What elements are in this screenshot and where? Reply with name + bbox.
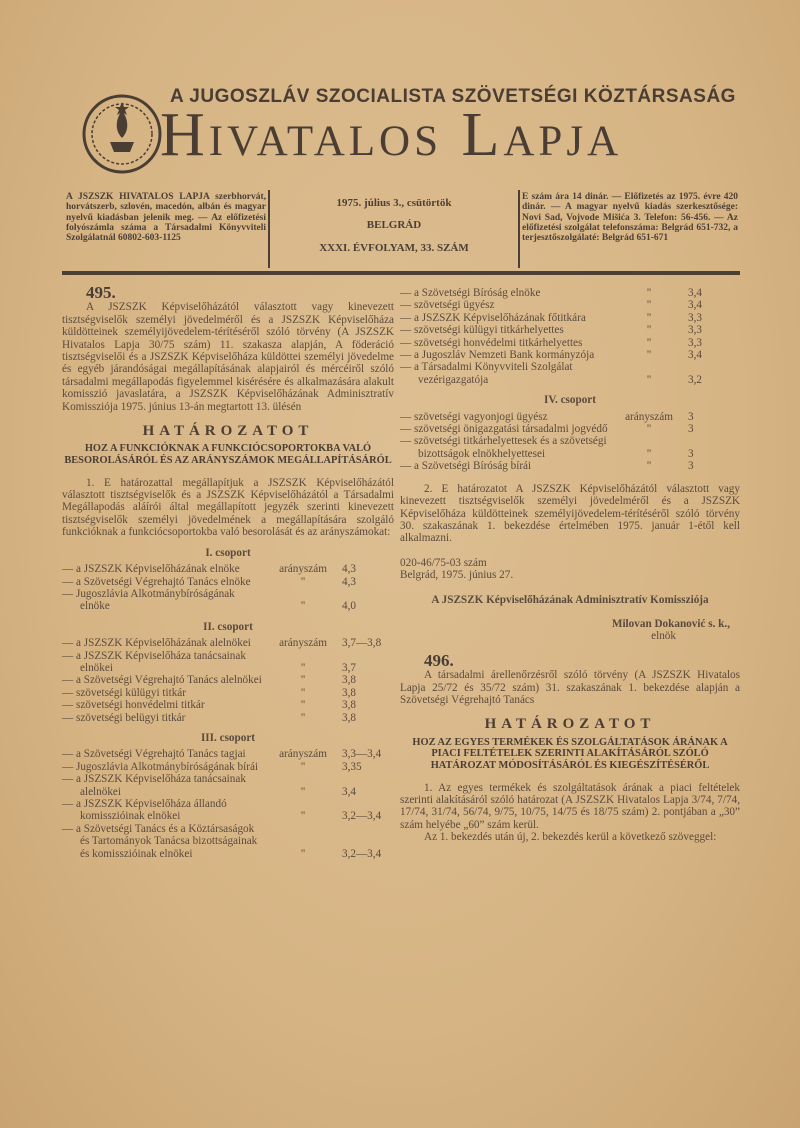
function-name: — Jugoszlávia Alkotmánybíróságának elnöke (62, 587, 235, 613)
ratio-value: 3 (688, 423, 694, 436)
document-paragraph: 2. E határozatot A JSZSZK Képviselőházától választott vagy kinevezett tisztségviselők személyi jövedelméről és a JSZSZK Képviselőháza küldötteinek személyijövedelem-térítéséről szóló törvény 30. szakaszának 1. bekezdése értelmében 1975. január 1-étől kell alkalmazni. (400, 482, 740, 545)
ratio-label: " (300, 785, 306, 798)
ratio-label: " (300, 661, 306, 674)
issue-volume: XXXI. ÉVFOLYAM, 33. SZÁM (319, 241, 469, 254)
function-name: — a Szövetségi Tanács és a Köztársaságok és Tartományok Tanácsa bizottságainak és komisszióinak elnökei (62, 822, 258, 860)
header-price-info: E szám ára 14 dinár. — Előfizetés az 1975. évre 420 dinár. — A magyar nyelvű kiadás szerkesztősége: Novi Sad, Vojvode Mišića 3. Telefon: 56-456. — Az előfizetési szolgálat telefonszáma: Belgrád 651-732, a terjesztőszolgálaté: Belgrád 651-671 (522, 192, 738, 244)
header-rule (62, 271, 740, 275)
ratio-label: arányszám (279, 637, 327, 650)
function-row (62, 563, 394, 575)
function-name: — a JSZSZK Képviselőháza állandó komisszióinak elnökei (62, 798, 227, 823)
ratio-value: 3,4 (688, 349, 702, 362)
signer-role: elnök (651, 630, 676, 643)
function-name: — a Szövetségi Bíróság elnöke (400, 287, 541, 299)
function-name: — a Jugoszláv Nemzeti Bank kormányzója (400, 349, 595, 362)
ratio-label: " (300, 847, 306, 860)
function-row (400, 423, 740, 435)
ratio-label: " (300, 810, 306, 823)
document-subheading: HOZ AZ EGYES TERMÉKEK ÉS SZOLGÁLTATÁSOK ÁRÁNAK A PIACI FELTÉTELEK SZERINTI ALAKÍTÁSÁRÓL SZÓLÓ HATÁROZAT MÓDOSÍTÁSÁRÓL ÉS KIEGÉSZÍTÉSÉRŐL (412, 736, 728, 771)
document-heading: HATÁROZATOT (142, 423, 314, 440)
header-issue-info (272, 192, 516, 268)
issue-city: BELGRÁD (366, 219, 422, 232)
ratio-label: " (646, 447, 652, 460)
function-row (62, 798, 394, 823)
function-row (62, 650, 394, 675)
document-number: 496. (424, 650, 454, 670)
function-name: — a Szövetségi Végrehajtó Tanács alelnökei (62, 674, 262, 687)
ratio-value: 3,7—3,8 (342, 637, 382, 650)
function-name: — a JSZSZK Képviselőházának elnöke (62, 563, 240, 576)
document-paragraph: 1. Az egyes termékek és szolgáltatások árának a piaci feltételek szerinti alakításáról szóló határozat (A JSZSZK Hivatalos Lapja 3/74, 7/74, 17/74, 31/74, 56/74, 9/75, 10/75, 14/75 és 18/75 szám) 2. pontjában a „30” szám helyébe „60” szám kerül. (400, 781, 740, 831)
function-name: — a JSZSZK Képviselőházának főtitkára (400, 311, 586, 324)
ratio-value: 3,3 (688, 336, 702, 349)
masthead-title: Hivatalos Lapja (160, 101, 623, 169)
ratio-value: 3 (688, 460, 694, 473)
function-name: — a JSZSZK Képviselőházának alelnökei (62, 637, 251, 650)
function-name: — szövetségi külügyi titkár (62, 686, 186, 699)
group-title: II. csoport (203, 620, 253, 633)
ratio-label: arányszám (279, 748, 327, 761)
function-row (62, 588, 394, 613)
ratio-value: 3,8 (342, 699, 356, 712)
header-divider (518, 190, 520, 268)
function-row (400, 435, 740, 460)
document-paragraph: Az 1. bekezdés után új, 2. bekezdés kerül a következő szöveggel: (424, 831, 717, 844)
place-date: Belgrád, 1975. június 27. (400, 569, 514, 582)
function-name: — a Szövetségi Végrehajtó Tanács elnöke (62, 575, 251, 588)
ratio-value: 3,3—3,4 (342, 748, 382, 761)
ratio-value: 3,35 (342, 760, 362, 773)
ratio-value: 3,2 (688, 373, 702, 386)
function-row (62, 712, 394, 724)
ratio-value: 3 (688, 447, 694, 460)
ratio-value: 3,8 (342, 674, 356, 687)
ratio-value: 3,7 (342, 661, 356, 674)
ratio-label: " (646, 287, 652, 299)
column-left (62, 283, 394, 860)
ratio-label: " (300, 575, 306, 588)
ratio-value: 3,2—3,4 (342, 847, 382, 860)
function-row (400, 349, 740, 361)
ratio-label: " (646, 423, 652, 436)
function-name: — szövetségi honvédelmi titkárhelyettes (400, 336, 583, 349)
ratio-label: " (646, 324, 652, 337)
function-row (62, 699, 394, 711)
function-row (62, 773, 394, 798)
function-name: — szövetségi titkárhelyettesek és a szövetségi bizottságok elnökhelyettesei (400, 435, 607, 460)
function-row (62, 823, 394, 860)
function-row (400, 287, 740, 299)
ratio-value: 3,4 (342, 785, 356, 798)
function-row (400, 411, 740, 423)
ratio-label: " (646, 460, 652, 473)
ratio-label: " (646, 336, 652, 349)
group-title: IV. csoport (543, 394, 596, 407)
column-right (400, 287, 740, 844)
ratio-label: " (300, 686, 306, 699)
ratio-value: 3,8 (342, 711, 356, 724)
issue-date: 1975. július 3., csütörtök (336, 197, 452, 209)
function-row (62, 637, 394, 649)
function-name: — a JSZSZK Képviselőháza tanácsainak alelnökei (62, 773, 246, 798)
header-publication-info: A JSZSZK HIVATALOS LAPJA szerbhorvát, horvátszerb, szlovén, macedón, albán és magyar nyelvű kiadásban jelenik meg. — Az előfizetési folyószámla száma a Társadalmi Könyvviteli Szolgálatnál 60802-603-1125 (66, 192, 266, 244)
masthead-kicker: A JUGOSZLÁV SZOCIALISTA SZÖVETSÉGI KÖZTÁRSASÁG (170, 86, 736, 107)
ratio-label: " (300, 760, 306, 773)
function-name: — a Társadalmi Könyvviteli Szolgálat vezérigazgatója (400, 361, 573, 386)
function-row (62, 748, 394, 760)
ratio-value: 4,0 (342, 600, 356, 613)
header-divider (268, 190, 270, 268)
ratio-value: 3 (688, 410, 694, 423)
document-number: 495. (86, 283, 116, 302)
document-paragraph: 1. E határozattal megállapítjuk a JSZSZK Képviselőházától választott tisztségviselők és a JSZSZK Képviselőházától a Társadalmi Megállapodás aláírói által megállapított jegyzék szerinti kinevezett tisztségviselők személyi jövedelmének a megállapítására szolgáló funkcióknak a funkciócsoportokba való besorolását és az arányszámokat: (62, 476, 394, 539)
function-row (62, 761, 394, 773)
function-row (400, 312, 740, 324)
ratio-label: arányszám (279, 563, 327, 576)
state-emblem-icon (80, 92, 164, 176)
ratio-value: 3,4 (688, 299, 702, 312)
ratio-value: 3,4 (688, 287, 702, 299)
function-row (400, 460, 740, 472)
ratio-value: 4,3 (342, 563, 356, 576)
ratio-value: 3,2—3,4 (342, 810, 382, 823)
ratio-label: " (646, 349, 652, 362)
reference-number: 020-46/75-03 szám (400, 556, 487, 569)
function-name: — szövetségi külügyi titkárhelyettes (400, 324, 564, 337)
ratio-value: 3,3 (688, 324, 702, 337)
ratio-value: 4,3 (342, 575, 356, 588)
ratio-label: " (300, 699, 306, 712)
ratio-label: " (646, 299, 652, 312)
ratio-value: 3,8 (342, 686, 356, 699)
ratio-label: arányszám (625, 410, 673, 423)
document-intro: A JSZSZK Képviselőházától választott vagy kinevezett tisztségviselők személyi jövedelméről és a JSZSZK Képviselőháza küldötteinek személyijövedelem-térítéséről szóló törvény (A JSZSZK Hivatalos Lapja 30/75 szám) 11. szakasza alapján, A föderáció tisztségviselői és a JSZSZK Képviselőháza küldöttei személyi jövedelme és egyéb járandóságai megállapításának alapjairól és mércéiről szóló társadalmi megállapodás figyelemmel kisérésére és alkalmazására alakult komisszió javaslatára, a JSZSZK Képviselőházának Adminisztratív Komissziója 1975. június 13-án megtartott 13. ülésén (62, 301, 394, 413)
ratio-value: 3,3 (688, 311, 702, 324)
group-title: III. csoport (200, 731, 256, 744)
function-row (62, 687, 394, 699)
ratio-label: " (300, 711, 306, 724)
function-name: — szövetségi honvédelmi titkár (62, 699, 205, 712)
document-subheading: HOZ A FUNKCIÓKNAK A FUNKCIÓCSOPORTOKBA VALÓ BESOROLÁSÁRÓL ÉS AZ ARÁNYSZÁMOK MEGÁLLAPÍTÁSÁRÓL (64, 443, 392, 467)
function-name: — szövetségi önigazgatási társadalmi jogvédő (400, 423, 608, 436)
function-row (62, 576, 394, 588)
function-name: — a Szövetségi Végrehajtó Tanács tagjai (62, 748, 246, 761)
function-row (400, 324, 740, 336)
function-row (62, 674, 394, 686)
function-row (400, 361, 740, 386)
function-name: — szövetségi belügyi titkár (62, 711, 186, 724)
document-intro: A társadalmi árellenőrzésről szóló törvény (A JSZSZK Hivatalos Lapja 25/72 és 35/72 szám) 31. szakaszának 1. bekezdése alapján a Szövetségi Végrehajtó Tanács (400, 669, 740, 706)
function-name: — a Szövetségi Bíróság bírái (400, 460, 532, 473)
group-title: I. csoport (205, 546, 251, 559)
function-row (400, 337, 740, 349)
ratio-label: " (300, 674, 306, 687)
ratio-label: " (646, 311, 652, 324)
issuer: A JSZSZK Képviselőházának Adminisztratív Komissziója (431, 593, 709, 606)
ratio-label: " (300, 600, 306, 613)
function-name: — Jugoszlávia Alkotmánybíróságának bírái (62, 760, 259, 773)
document-heading: HATÁROZATOT (484, 716, 656, 733)
signer-name: Milovan Dokanović s. k., (611, 617, 730, 630)
function-row (400, 299, 740, 311)
function-name: — szövetségi ügyész (400, 299, 495, 312)
function-name: — szövetségi vagyonjogi ügyész (400, 410, 548, 423)
function-name: — a JSZSZK Képviselőháza tanácsainak elnökei (62, 649, 246, 674)
ratio-label: " (646, 373, 652, 386)
